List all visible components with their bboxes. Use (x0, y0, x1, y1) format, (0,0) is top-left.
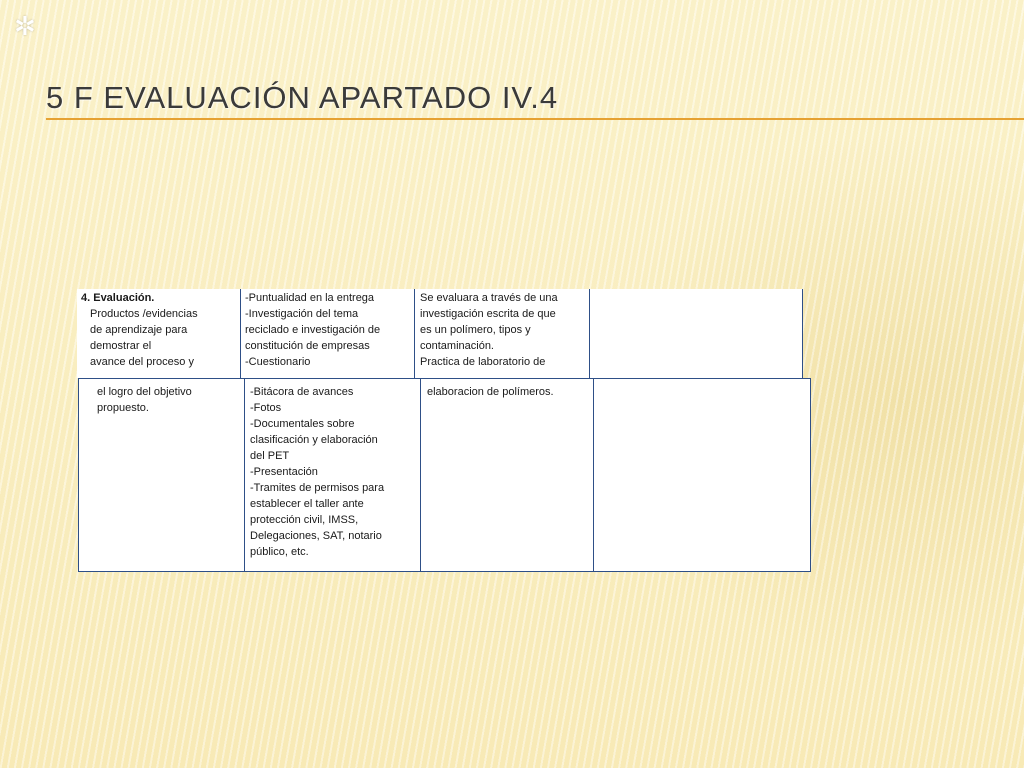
table-cell-line: -Cuestionario (245, 356, 311, 368)
evaluation-table-bottom (78, 378, 811, 572)
table-cell-line: protección civil, IMSS, (250, 514, 359, 526)
table-cell-line: Se evaluara a través de una (420, 292, 558, 304)
table-cell-line: demostrar el (90, 340, 152, 352)
page-title: 5 F EVALUACIÓN APARTADO IV.4 (46, 80, 559, 115)
table-cell-line: Delegaciones, SAT, notario (250, 530, 382, 542)
table-cell-line: establecer el taller ante (250, 498, 364, 510)
table-bottom-col-criteria (79, 379, 244, 571)
table-cell-line: contaminación. (420, 340, 494, 352)
table-top-col-evidence (240, 289, 414, 378)
table-bottom-col-empty (593, 379, 810, 571)
criteria-heading: 4. Evaluación. (81, 292, 155, 304)
table-cell-line: -Investigación del tema (245, 308, 359, 320)
table-cell-line: propuesto. (97, 402, 149, 414)
table-cell-line: investigación escrita de que (420, 308, 556, 320)
asterisk-icon: ✲ (14, 12, 36, 42)
table-cell-line: reciclado e investigación de (245, 324, 381, 336)
table-cell-line: constitución de empresas (245, 340, 370, 352)
table-cell-line: avance del proceso y (90, 356, 194, 368)
table-cell-line: -Presentación (250, 466, 318, 478)
table-top-col-method (414, 289, 589, 378)
table-cell-line: Practica de laboratorio de (420, 356, 546, 368)
table-cell-line: -Bitácora de avances (250, 386, 354, 398)
table-cell-line: del PET (250, 450, 290, 462)
table-top-col-criteria (77, 289, 240, 378)
title-underline (46, 118, 1024, 120)
table-cell-line: es un polímero, tipos y (420, 324, 531, 336)
table-bottom-col-evidence (244, 379, 420, 571)
table-top-col-empty (589, 289, 803, 378)
table-cell-line: de aprendizaje para (90, 324, 188, 336)
table-bottom-col-method (420, 379, 593, 571)
table-cell-line: -Tramites de permisos para (250, 482, 385, 494)
table-cell-line: el logro del objetivo (97, 386, 192, 398)
table-cell-line: -Documentales sobre (250, 418, 355, 430)
evaluation-table-top (77, 289, 803, 378)
table-cell-line: público, etc. (250, 546, 309, 558)
table-cell-line: Productos /evidencias (90, 308, 198, 320)
table-cell-line: -Puntualidad en la entrega (245, 292, 375, 304)
table-cell-line: elaboracion de polímeros. (427, 386, 554, 398)
table-cell-line: -Fotos (250, 402, 282, 414)
table-cell-line: clasificación y elaboración (250, 434, 378, 446)
